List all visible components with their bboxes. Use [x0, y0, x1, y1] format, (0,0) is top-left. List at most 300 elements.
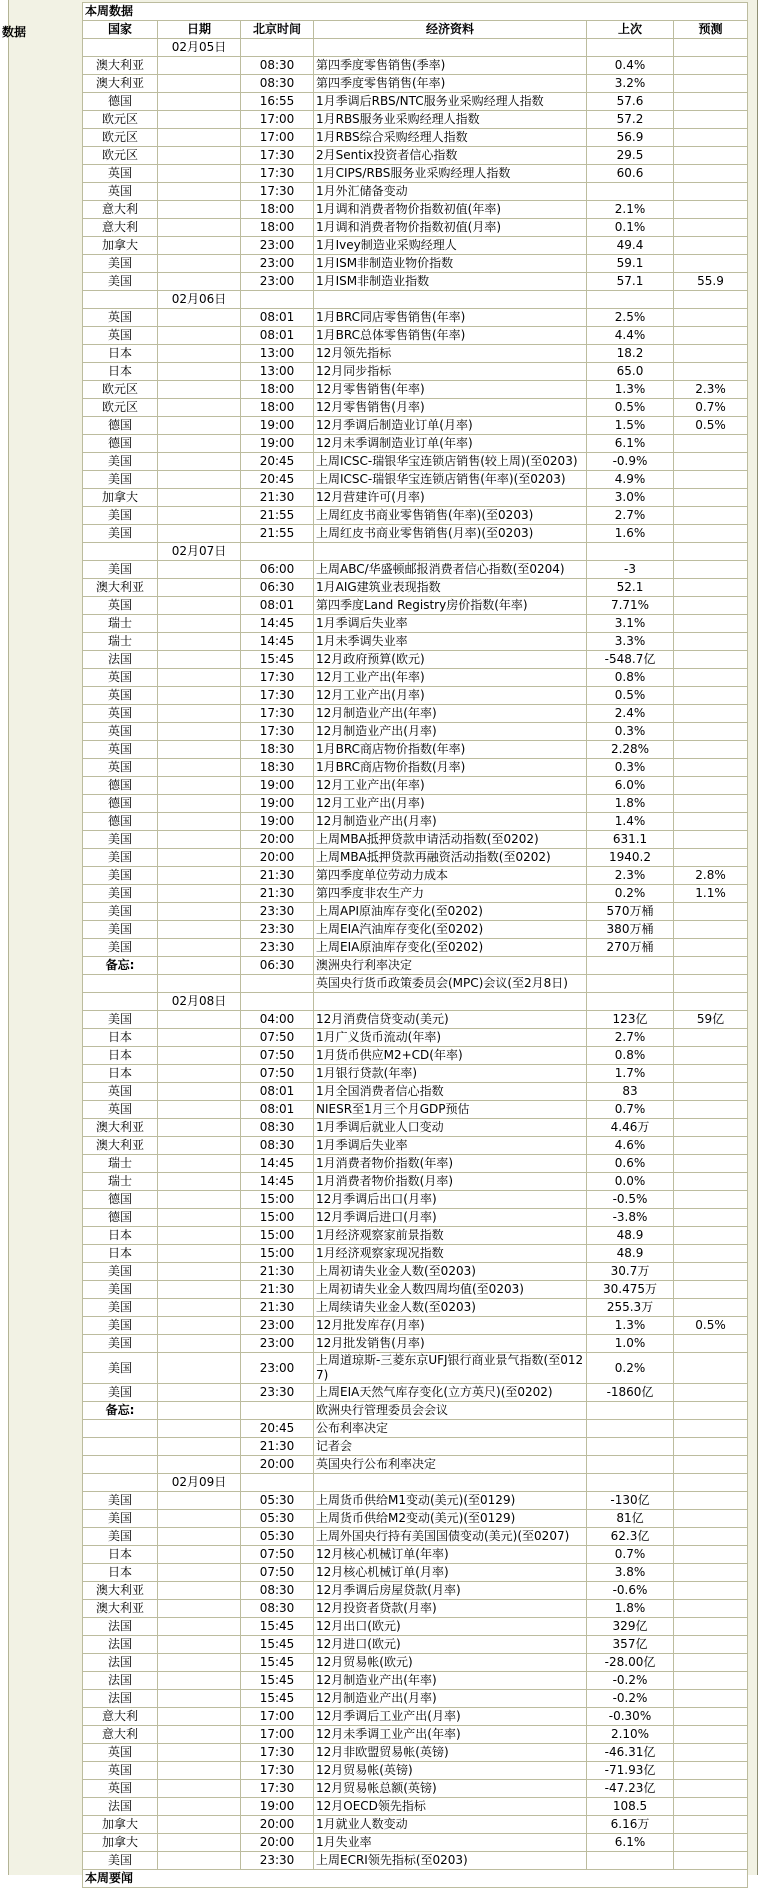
time-cell: 18:00 [241, 399, 314, 417]
item-cell: 1月CIPS/RBS服务业采购经理人指数 [314, 165, 587, 183]
time-cell: 05:30 [241, 1492, 314, 1510]
date-cell [158, 237, 241, 255]
forecast-cell [674, 363, 748, 381]
prev-cell [587, 1474, 674, 1492]
item-cell: 上周EIA汽油库存变化(至0202) [314, 921, 587, 939]
date-cell [158, 1546, 241, 1564]
time-cell: 21:30 [241, 1299, 314, 1317]
forecast-cell [674, 1582, 748, 1600]
date-cell [158, 363, 241, 381]
forecast-cell [674, 1564, 748, 1582]
country-cell [83, 1420, 158, 1438]
data-row [83, 93, 748, 111]
forecast-cell: 2.3% [674, 381, 748, 399]
data-row [83, 1636, 748, 1654]
country-cell: 法国 [83, 1636, 158, 1654]
forecast-cell [674, 975, 748, 993]
date-row [83, 543, 748, 561]
prev-cell: -0.5% [587, 1191, 674, 1209]
item-cell: 12月制造业产出(月率) [314, 723, 587, 741]
prev-cell: 30.475万 [587, 1281, 674, 1299]
time-cell: 13:00 [241, 345, 314, 363]
data-row [83, 1137, 748, 1155]
country-cell: 澳大利亚 [83, 75, 158, 93]
item-cell: 1月外汇储备变动 [314, 183, 587, 201]
next-section-title-row [83, 1870, 748, 1888]
time-cell: 08:30 [241, 57, 314, 75]
data-row [83, 417, 748, 435]
country-cell: 德国 [83, 813, 158, 831]
item-cell: 1月ISM非制造业指数 [314, 273, 587, 291]
prev-cell: -3.8% [587, 1209, 674, 1227]
prev-cell: 2.4% [587, 705, 674, 723]
country-cell: 美国 [83, 831, 158, 849]
prev-cell: 30.7万 [587, 1263, 674, 1281]
time-cell: 17:30 [241, 1762, 314, 1780]
data-row [83, 507, 748, 525]
prev-cell: 57.1 [587, 273, 674, 291]
data-row [83, 1528, 748, 1546]
date-cell [158, 1227, 241, 1245]
date-cell [158, 1780, 241, 1798]
forecast-cell [674, 633, 748, 651]
country-cell: 英国 [83, 705, 158, 723]
forecast-cell [674, 849, 748, 867]
country-cell: 加拿大 [83, 489, 158, 507]
item-cell: 1月失业率 [314, 1834, 587, 1852]
prev-cell: 1.0% [587, 1335, 674, 1353]
country-cell: 法国 [83, 651, 158, 669]
forecast-cell [674, 453, 748, 471]
data-row [83, 435, 748, 453]
time-cell: 23:00 [241, 255, 314, 273]
time-cell: 06:30 [241, 579, 314, 597]
data-row [83, 705, 748, 723]
country-cell: 日本 [83, 1227, 158, 1245]
prev-cell: 123亿 [587, 1011, 674, 1029]
time-cell: 08:30 [241, 75, 314, 93]
prev-cell: 108.5 [587, 1798, 674, 1816]
time-cell [241, 39, 314, 57]
country-cell: 加拿大 [83, 1834, 158, 1852]
data-row [83, 1384, 748, 1402]
left-margin-label: 数据 [2, 25, 27, 39]
date-cell [158, 1690, 241, 1708]
item-cell: 12月工业产出(月率) [314, 795, 587, 813]
country-cell: 美国 [83, 1281, 158, 1299]
item-cell: 12月工业产出(月率) [314, 687, 587, 705]
forecast-cell [674, 255, 748, 273]
forecast-cell [674, 1420, 748, 1438]
prev-cell: 59.1 [587, 255, 674, 273]
prev-cell: -71.93亿 [587, 1762, 674, 1780]
time-cell: 18:30 [241, 759, 314, 777]
time-cell: 21:30 [241, 489, 314, 507]
forecast-cell [674, 1672, 748, 1690]
data-row [83, 921, 748, 939]
prev-cell: 2.28% [587, 741, 674, 759]
date-cell [158, 1245, 241, 1263]
country-cell: 意大利 [83, 201, 158, 219]
country-cell: 备忘: [83, 957, 158, 975]
data-row [83, 237, 748, 255]
date-row [83, 993, 748, 1011]
date-cell [158, 903, 241, 921]
forecast-cell [674, 1546, 748, 1564]
date-cell [158, 1191, 241, 1209]
time-cell: 23:30 [241, 1384, 314, 1402]
forecast-cell [674, 183, 748, 201]
economic-data-table [82, 2, 748, 1888]
time-cell: 15:45 [241, 1672, 314, 1690]
time-cell: 08:30 [241, 1119, 314, 1137]
country-cell: 英国 [83, 597, 158, 615]
data-row [83, 939, 748, 957]
data-row [83, 813, 748, 831]
time-cell: 08:01 [241, 327, 314, 345]
prev-cell: 81亿 [587, 1510, 674, 1528]
date-cell [158, 1029, 241, 1047]
time-cell [241, 1402, 314, 1420]
forecast-cell [674, 129, 748, 147]
prev-cell: 2.3% [587, 867, 674, 885]
forecast-cell: 0.7% [674, 399, 748, 417]
item-cell: 12月工业产出(年率) [314, 669, 587, 687]
time-cell: 21:55 [241, 507, 314, 525]
time-cell: 21:55 [241, 525, 314, 543]
forecast-cell [674, 1636, 748, 1654]
country-cell: 美国 [83, 1492, 158, 1510]
forecast-cell [674, 1852, 748, 1870]
time-cell [241, 291, 314, 309]
country-cell: 意大利 [83, 219, 158, 237]
prev-cell: -3 [587, 561, 674, 579]
forecast-cell [674, 903, 748, 921]
item-cell: 12月同步指标 [314, 363, 587, 381]
item-cell: 欧洲央行管理委员会会议 [314, 1402, 587, 1420]
item-cell: 第四季度非农生产力 [314, 885, 587, 903]
date-cell [158, 939, 241, 957]
item-cell: 上周初请失业金人数四周均值(至0203) [314, 1281, 587, 1299]
date-cell [158, 741, 241, 759]
country-cell: 美国 [83, 1852, 158, 1870]
date-cell [158, 1528, 241, 1546]
time-cell: 19:00 [241, 777, 314, 795]
prev-cell: 3.3% [587, 633, 674, 651]
time-cell: 14:45 [241, 615, 314, 633]
date-cell: 02月05日 [158, 39, 241, 57]
prev-cell: 4.9% [587, 471, 674, 489]
date-cell [158, 507, 241, 525]
country-cell: 瑞士 [83, 1155, 158, 1173]
data-row [83, 201, 748, 219]
date-cell [158, 795, 241, 813]
country-cell [83, 993, 158, 1011]
data-row [83, 561, 748, 579]
data-row [83, 867, 748, 885]
date-cell [158, 957, 241, 975]
item-cell: 1月AIG建筑业表现指数 [314, 579, 587, 597]
country-cell: 澳大利亚 [83, 1137, 158, 1155]
item-cell: 第四季度零售销售(季率) [314, 57, 587, 75]
time-cell: 21:30 [241, 867, 314, 885]
country-cell: 日本 [83, 1047, 158, 1065]
forecast-cell [674, 1191, 748, 1209]
data-row [83, 885, 748, 903]
time-cell: 23:00 [241, 237, 314, 255]
country-cell: 法国 [83, 1654, 158, 1672]
data-row [83, 849, 748, 867]
prev-cell: 3.2% [587, 75, 674, 93]
country-cell: 英国 [83, 165, 158, 183]
time-cell: 20:00 [241, 1834, 314, 1852]
item-cell: 12月季调后房屋贷款(月率) [314, 1582, 587, 1600]
data-row [83, 795, 748, 813]
data-row [83, 1672, 748, 1690]
country-cell: 美国 [83, 1510, 158, 1528]
date-cell [158, 435, 241, 453]
data-row [83, 579, 748, 597]
item-cell: 12月政府预算(欧元) [314, 651, 587, 669]
item-cell: 1月广义货币流动(年率) [314, 1029, 587, 1047]
item-cell: 12月核心机械订单(月率) [314, 1564, 587, 1582]
time-cell: 04:00 [241, 1011, 314, 1029]
prev-cell: 7.71% [587, 597, 674, 615]
country-cell: 英国 [83, 1744, 158, 1762]
time-cell: 08:01 [241, 309, 314, 327]
data-row [83, 1780, 748, 1798]
time-cell: 23:00 [241, 1335, 314, 1353]
item-cell [314, 993, 587, 1011]
country-cell: 美国 [83, 921, 158, 939]
country-cell [83, 291, 158, 309]
prev-cell: 270万桶 [587, 939, 674, 957]
forecast-cell [674, 201, 748, 219]
forecast-cell [674, 1474, 748, 1492]
country-cell [83, 39, 158, 57]
country-cell: 美国 [83, 1317, 158, 1335]
date-cell [158, 165, 241, 183]
date-cell [158, 849, 241, 867]
country-cell: 加拿大 [83, 1816, 158, 1834]
data-row [83, 183, 748, 201]
data-row [83, 1582, 748, 1600]
item-cell: 上周货币供给M2变动(美元)(至0129) [314, 1510, 587, 1528]
country-cell: 欧元区 [83, 381, 158, 399]
data-row [83, 1263, 748, 1281]
forecast-cell [674, 543, 748, 561]
item-cell: 上周EIA天然气库存变化(立方英尺)(至0202) [314, 1384, 587, 1402]
data-row [83, 1173, 748, 1191]
country-cell: 日本 [83, 1245, 158, 1263]
forecast-cell [674, 507, 748, 525]
data-row [83, 1299, 748, 1317]
forecast-cell: 0.5% [674, 1317, 748, 1335]
country-cell: 澳大利亚 [83, 1600, 158, 1618]
data-row [83, 903, 748, 921]
prev-cell: 0.0% [587, 1173, 674, 1191]
date-cell [158, 579, 241, 597]
country-cell: 欧元区 [83, 111, 158, 129]
date-cell [158, 147, 241, 165]
item-cell: 12月季调后进口(月率) [314, 1209, 587, 1227]
prev-cell: 2.5% [587, 309, 674, 327]
forecast-cell [674, 813, 748, 831]
forecast-cell [674, 147, 748, 165]
item-cell [314, 291, 587, 309]
item-cell: 12月贸易帐(英镑) [314, 1762, 587, 1780]
country-cell: 法国 [83, 1798, 158, 1816]
country-cell: 德国 [83, 417, 158, 435]
data-row [83, 165, 748, 183]
table-title-row [83, 3, 748, 21]
prev-cell [587, 39, 674, 57]
item-cell: 12月季调后制造业订单(月率) [314, 417, 587, 435]
forecast-cell [674, 1299, 748, 1317]
time-cell [241, 543, 314, 561]
prev-cell: -28.00亿 [587, 1654, 674, 1672]
forecast-cell [674, 651, 748, 669]
prev-cell: 1.3% [587, 381, 674, 399]
time-cell: 08:30 [241, 1582, 314, 1600]
item-cell: 12月进口(欧元) [314, 1636, 587, 1654]
data-row [83, 1456, 748, 1474]
forecast-cell [674, 1600, 748, 1618]
date-cell [158, 489, 241, 507]
forecast-cell [674, 1335, 748, 1353]
item-cell: 1月BRC总体零售销售(年率) [314, 327, 587, 345]
data-row [83, 1798, 748, 1816]
item-cell: 上周ICSC-瑞银华宝连锁店销售(较上周)(至0203) [314, 453, 587, 471]
prev-cell: 65.0 [587, 363, 674, 381]
date-cell: 02月06日 [158, 291, 241, 309]
forecast-cell [674, 993, 748, 1011]
time-cell [241, 993, 314, 1011]
data-row [83, 1155, 748, 1173]
item-cell: 12月季调后工业产出(月率) [314, 1708, 587, 1726]
data-row [83, 1816, 748, 1834]
time-cell: 13:00 [241, 363, 314, 381]
prev-cell [587, 291, 674, 309]
header-item: 经济资料 [314, 21, 587, 39]
date-cell [158, 1762, 241, 1780]
time-cell: 17:00 [241, 1726, 314, 1744]
item-cell: 12月消费信贷变动(美元) [314, 1011, 587, 1029]
prev-cell: -548.7亿 [587, 651, 674, 669]
country-cell: 德国 [83, 1209, 158, 1227]
prev-cell: -0.6% [587, 1582, 674, 1600]
data-row [83, 1510, 748, 1528]
country-cell: 日本 [83, 1065, 158, 1083]
forecast-cell [674, 1402, 748, 1420]
forecast-cell [674, 957, 748, 975]
forecast-cell [674, 1029, 748, 1047]
date-cell [158, 1618, 241, 1636]
country-cell: 法国 [83, 1618, 158, 1636]
item-cell [314, 543, 587, 561]
prev-cell: 1.7% [587, 1065, 674, 1083]
item-cell: 1月未季调失业率 [314, 633, 587, 651]
prev-cell: 2.7% [587, 507, 674, 525]
item-cell: 1月消费者物价指数(月率) [314, 1173, 587, 1191]
item-cell: 英国央行货币政策委员会(MPC)会议(至2月8日) [314, 975, 587, 993]
prev-cell: -46.31亿 [587, 1744, 674, 1762]
time-cell: 21:30 [241, 1281, 314, 1299]
data-row [83, 1101, 748, 1119]
item-cell: 1月就业人数变动 [314, 1816, 587, 1834]
forecast-cell [674, 1384, 748, 1402]
date-cell [158, 1654, 241, 1672]
data-row [83, 75, 748, 93]
data-row [83, 759, 748, 777]
date-cell [158, 1173, 241, 1191]
data-row [83, 687, 748, 705]
date-cell [158, 1137, 241, 1155]
prev-cell: 1.4% [587, 813, 674, 831]
country-cell: 美国 [83, 867, 158, 885]
date-cell [158, 705, 241, 723]
date-cell [158, 1101, 241, 1119]
time-cell: 21:30 [241, 1438, 314, 1456]
prev-cell: 6.1% [587, 1834, 674, 1852]
item-cell: 上周红皮书商业零售销售(月率)(至0203) [314, 525, 587, 543]
date-cell [158, 129, 241, 147]
country-cell: 瑞士 [83, 633, 158, 651]
forecast-cell [674, 1065, 748, 1083]
prev-cell: 2.10% [587, 1726, 674, 1744]
forecast-cell [674, 723, 748, 741]
data-row [83, 1317, 748, 1335]
country-cell: 日本 [83, 363, 158, 381]
time-cell: 20:45 [241, 471, 314, 489]
date-cell [158, 561, 241, 579]
item-cell: 12月制造业产出(年率) [314, 705, 587, 723]
data-row [83, 273, 748, 291]
date-cell [158, 777, 241, 795]
forecast-cell: 0.5% [674, 417, 748, 435]
data-row [83, 1834, 748, 1852]
forecast-cell [674, 39, 748, 57]
item-cell: 第四季度单位劳动力成本 [314, 867, 587, 885]
data-row [83, 1029, 748, 1047]
forecast-cell [674, 93, 748, 111]
date-cell [158, 399, 241, 417]
forecast-cell [674, 615, 748, 633]
prev-cell: 357亿 [587, 1636, 674, 1654]
next-section-title: 本周要闻 [83, 1870, 748, 1888]
country-cell: 德国 [83, 435, 158, 453]
data-row [83, 381, 748, 399]
item-cell: 1月调和消费者物价指数初值(年率) [314, 201, 587, 219]
time-cell: 18:00 [241, 381, 314, 399]
country-cell: 美国 [83, 1384, 158, 1402]
country-cell: 美国 [83, 471, 158, 489]
data-row [83, 255, 748, 273]
data-row [83, 1047, 748, 1065]
data-row [83, 1438, 748, 1456]
time-cell: 17:30 [241, 183, 314, 201]
item-cell: 12月工业产出(年率) [314, 777, 587, 795]
time-cell: 08:01 [241, 1083, 314, 1101]
time-cell: 23:00 [241, 273, 314, 291]
forecast-cell [674, 1726, 748, 1744]
data-row [83, 1762, 748, 1780]
forecast-cell [674, 435, 748, 453]
item-cell: 12月制造业产出(月率) [314, 813, 587, 831]
country-cell: 英国 [83, 1101, 158, 1119]
item-cell [314, 1474, 587, 1492]
forecast-cell [674, 1438, 748, 1456]
